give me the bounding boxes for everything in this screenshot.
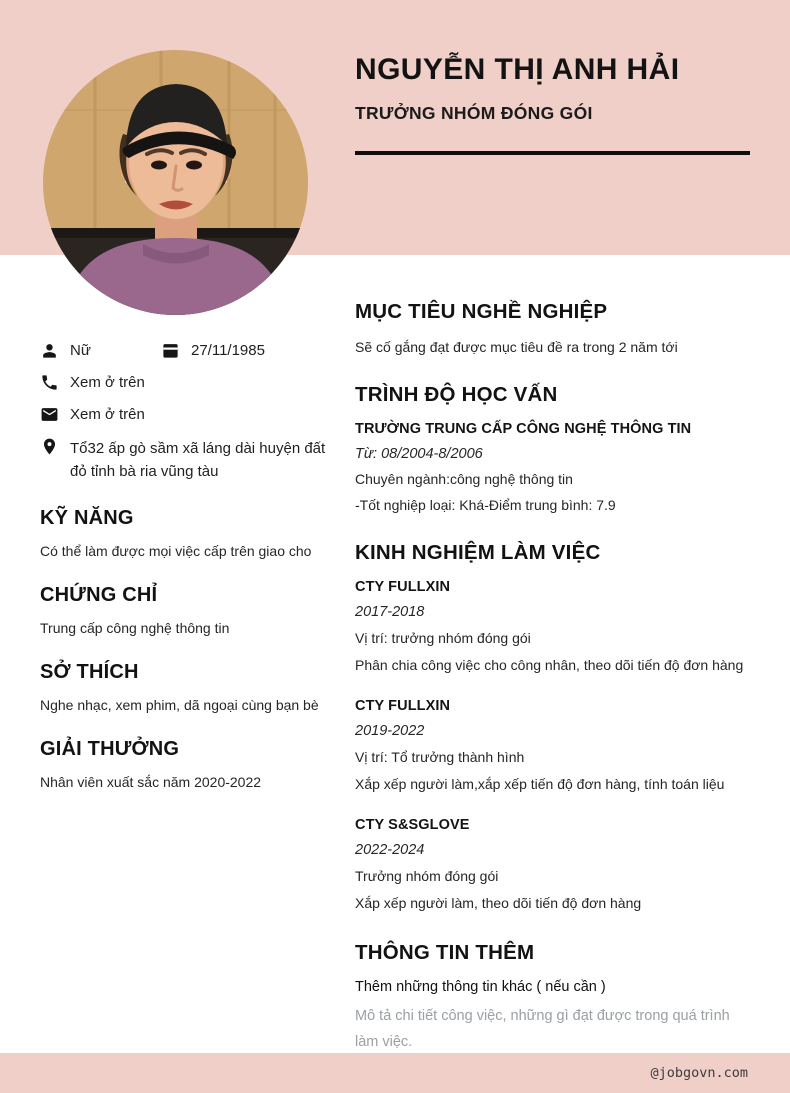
experience-title: KINH NGHIỆM LÀM VIỆC [355,541,601,564]
education-school: TRƯỜNG TRUNG CẤP CÔNG NGHỆ THÔNG TIN [355,421,692,437]
education-period: Từ: 08/2004-8/2006 [355,446,483,462]
watermark: @jobgovn.com [650,1065,748,1081]
person-name: NGUYỄN THỊ ANH HẢI [355,53,680,86]
phone-value: Xem ở trên [70,374,145,391]
right-column [355,299,755,1055]
phone-icon [40,373,59,392]
section-hobbies [40,661,336,714]
profile-photo [43,50,308,315]
additional-info-subtitle: Thêm những thông tin khác ( nếu cần ) [355,979,606,995]
additional-info-placeholder: Mô tả chi tiết công việc, những gì đạt được trong quá trình làm việc. [355,1008,730,1050]
experience-description: Xắp xếp người làm, theo dõi tiến độ đơn hàng [355,895,642,911]
info-row-address [40,437,336,483]
location-pin-icon [40,437,59,456]
section-hobbies-title: SỞ THÍCH [40,661,139,683]
header-divider [355,151,750,155]
experience-description: Xắp xếp người làm,xắp xếp tiến độ đơn hàng, tính toán liệu [355,776,725,792]
left-column [40,341,336,791]
footer-band [0,1053,790,1093]
person-icon [40,341,59,360]
info-row-gender-birthdate [40,341,336,360]
portrait-illustration [43,50,308,315]
experience-position: Trưởng nhóm đóng gói [355,868,499,884]
job-title: TRƯỞNG NHÓM ĐÓNG GÓI [355,103,593,123]
section-hobbies-content: Nghe nhạc, xem phim, dã ngoại cùng bạn bè [40,697,319,713]
section-skills-content: Có thể làm được mọi việc cấp trên giao cho [40,543,312,559]
experience-company: CTY FULLXIN [355,579,451,595]
additional-info-title: THÔNG TIN THÊM [355,941,535,964]
email-value: Xem ở trên [70,406,145,423]
education-major: Chuyên ngành:công nghệ thông tin [355,471,573,487]
section-awards-title: GIẢI THƯỞNG [40,738,180,760]
info-row-phone [40,373,336,392]
section-certificates [40,584,336,637]
experience-company: CTY FULLXIN [355,698,451,714]
objective-content: Sẽ cố gắng đạt được mục tiêu đề ra trong 2 năm tới [355,339,678,355]
experience-period: 2022-2024 [355,842,425,858]
info-row-email [40,405,336,424]
email-icon [40,405,59,424]
experience-position: Vị trí: trưởng nhóm đóng gói [355,630,531,646]
section-skills-title: KỸ NĂNG [40,507,134,529]
experience-entry [355,577,755,676]
calendar-icon [161,341,180,360]
education-grade: -Tốt nghiệp loại: Khá-Điểm trung bình: 7.9 [355,497,616,513]
section-certificates-content: Trung cấp công nghệ thông tin [40,620,230,636]
experience-description: Phân chia công việc cho công nhân, theo dõi tiến độ đơn hàng [355,657,744,673]
experience-period: 2017-2018 [355,604,425,620]
education-title: TRÌNH ĐỘ HỌC VẤN [355,383,558,406]
experience-entry [355,696,755,795]
section-skills [40,507,336,560]
section-certificates-title: CHỨNG CHỈ [40,584,158,606]
experience-company: CTY S&SGLOVE [355,817,470,833]
objective-title: MỤC TIÊU NGHỀ NGHIỆP [355,300,608,323]
birth-date-value: 27/11/1985 [191,342,265,359]
header-text-block [355,52,755,155]
section-awards [40,738,336,791]
experience-entry [355,815,755,914]
address-value: Tổ32 ấp gò sầm xã láng dài huyện đất đỏ tỉnh bà ria vũng tàu [70,440,326,480]
section-awards-content: Nhân viên xuất sắc năm 2020-2022 [40,774,262,790]
gender-value: Nữ [70,342,91,359]
experience-period: 2019-2022 [355,723,425,739]
experience-position: Vị trí: Tổ trưởng thành hình [355,749,525,765]
